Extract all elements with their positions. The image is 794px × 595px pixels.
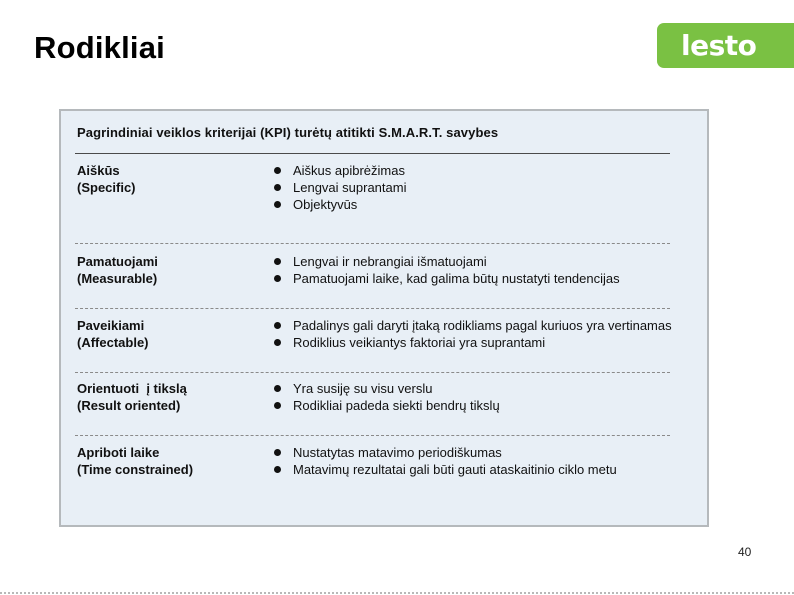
bullet-dot-icon <box>274 167 281 174</box>
criterion-label <box>77 253 257 287</box>
bullet-dot-icon <box>274 184 281 191</box>
smart-criteria-panel <box>59 109 709 527</box>
criterion-name: Pamatuojami <box>77 254 158 269</box>
bullet-dot-icon <box>274 466 281 473</box>
bullet-dot-icon <box>274 201 281 208</box>
bullet-text: Objektyvūs <box>293 197 358 212</box>
criterion-label <box>77 317 257 351</box>
bullet-dot-icon <box>274 385 281 392</box>
criterion-name-en: (Affectable) <box>77 335 149 350</box>
bullet-item <box>273 253 673 270</box>
bullet-item <box>273 196 673 213</box>
criterion-name: Orientuoti į tikslą <box>77 381 187 396</box>
slide-title: Rodikliai <box>34 30 165 65</box>
panel-heading: Pagrindiniai veiklos kriterijai (KPI) turėtų atitikti S.M.A.R.T. savybes <box>77 125 499 140</box>
criterion-bullet-list <box>273 444 673 478</box>
criterion-bullet-list <box>273 253 673 287</box>
criterion-name-en: (Time constrained) <box>77 462 194 477</box>
bullet-text: Lengvai suprantami <box>293 180 407 195</box>
criterion-name: Paveikiami <box>77 318 145 333</box>
bullet-text: Rodiklius veikiantys faktoriai yra suprantami <box>293 335 546 350</box>
bullet-item <box>273 317 673 334</box>
row-divider <box>75 243 670 244</box>
criterion-name-en: (Measurable) <box>77 271 158 286</box>
criterion-bullet-list <box>273 162 673 213</box>
bullet-item <box>273 179 673 196</box>
bullet-text: Padalinys gali daryti įtaką rodikliams pagal kuriuos yra vertinamas <box>293 318 672 333</box>
criterion-name: Aiškūs <box>77 163 120 178</box>
lesto-logo <box>657 23 794 68</box>
bullet-dot-icon <box>274 322 281 329</box>
bullet-item <box>273 270 673 287</box>
footer-divider <box>0 592 794 594</box>
logo-text: lesto <box>681 28 757 62</box>
bullet-item <box>273 397 673 414</box>
bullet-dot-icon <box>274 449 281 456</box>
criterion-label <box>77 380 257 414</box>
criterion-label <box>77 162 257 196</box>
bullet-item <box>273 162 673 179</box>
criterion-label <box>77 444 257 478</box>
bullet-text: Rodikliai padeda siekti bendrų tikslų <box>293 398 500 413</box>
bullet-dot-icon <box>274 402 281 409</box>
bullet-text: Yra susiję su visu verslu <box>293 381 433 396</box>
heading-divider <box>75 153 670 154</box>
bullet-text: Matavimų rezultatai gali būti gauti ataskaitinio ciklo metu <box>293 462 617 477</box>
row-divider <box>75 372 670 373</box>
bullet-dot-icon <box>274 339 281 346</box>
bullet-text: Lengvai ir nebrangiai išmatuojami <box>293 254 487 269</box>
bullet-item <box>273 444 673 461</box>
criterion-bullet-list <box>273 380 673 414</box>
bullet-dot-icon <box>274 258 281 265</box>
bullet-text: Nustatytas matavimo periodiškumas <box>293 445 502 460</box>
criterion-name-en: (Specific) <box>77 180 136 195</box>
criterion-bullet-list <box>273 317 673 351</box>
bullet-text: Aiškus apibrėžimas <box>293 163 405 178</box>
bullet-item <box>273 380 673 397</box>
bullet-item <box>273 461 673 478</box>
bullet-item <box>273 334 673 351</box>
row-divider <box>75 435 670 436</box>
bullet-dot-icon <box>274 275 281 282</box>
criterion-name: Apriboti laike <box>77 445 160 460</box>
page-number: 40 <box>738 545 752 559</box>
bullet-text: Pamatuojami laike, kad galima būtų nustatyti tendencijas <box>293 271 620 286</box>
row-divider <box>75 308 670 309</box>
criterion-name-en: (Result oriented) <box>77 398 181 413</box>
